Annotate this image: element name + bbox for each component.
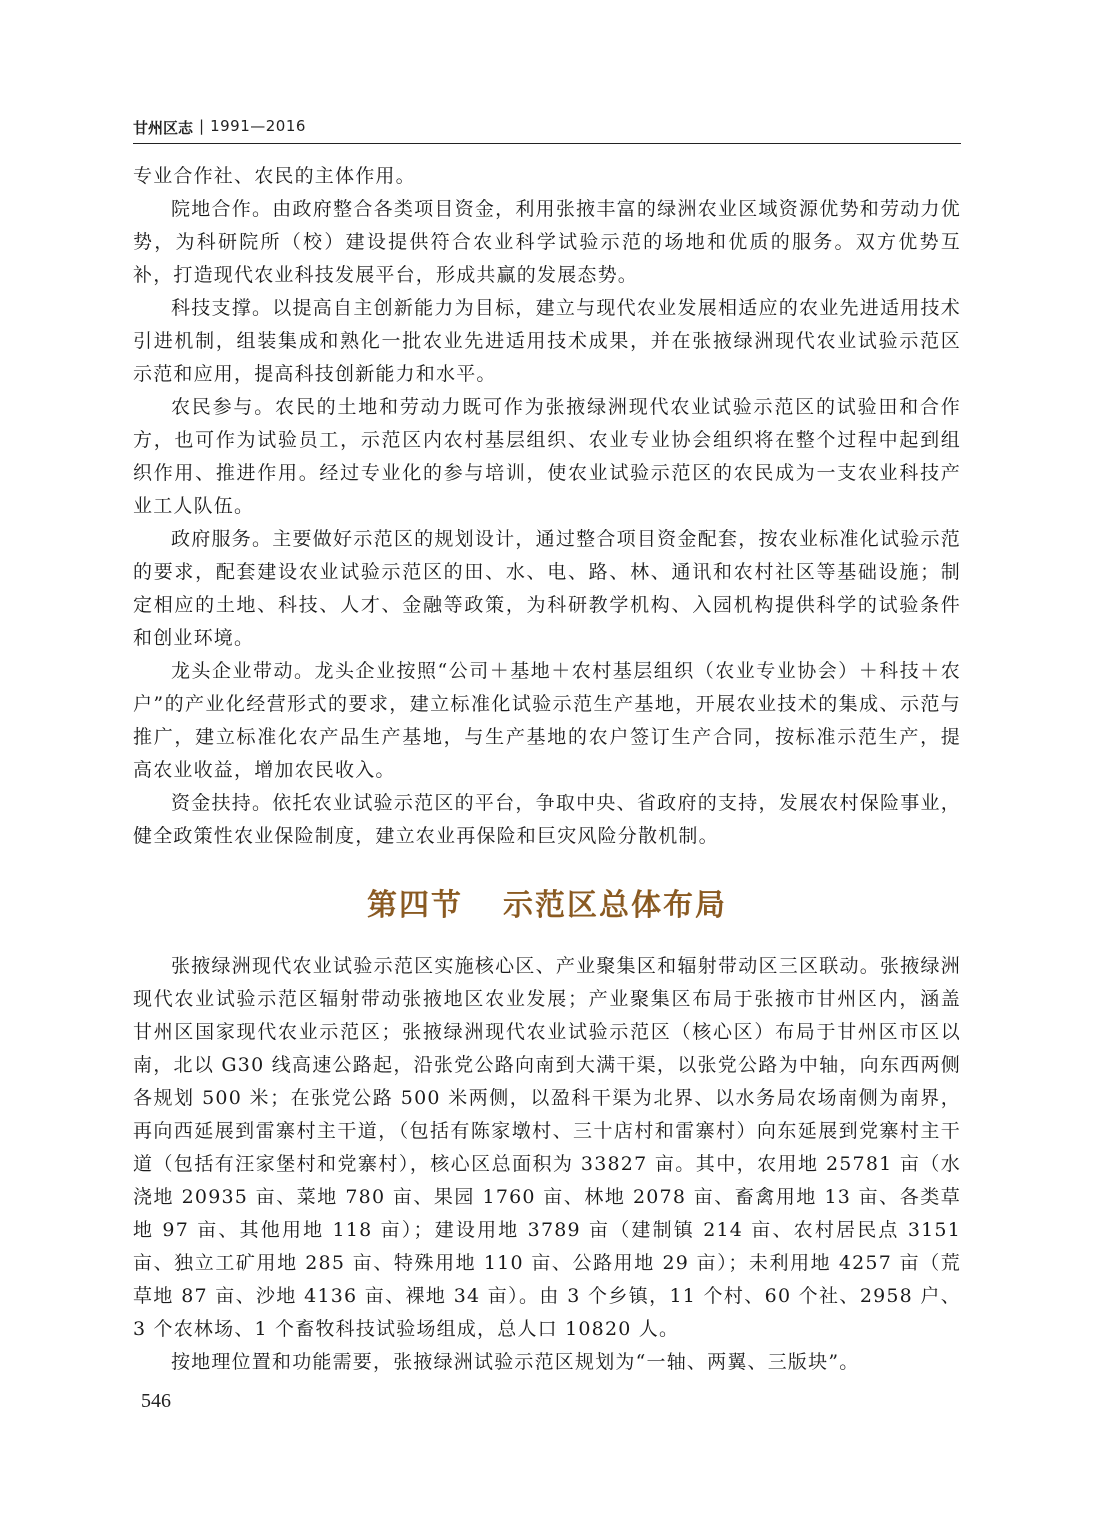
header-separator: | — [199, 117, 205, 135]
book-title: 甘州区志 — [133, 119, 194, 137]
paragraph: 专业合作社、农民的主体作用。 — [133, 165, 416, 187]
paragraph: 按地理位置和功能需要，张掖绿洲试验示范区规划为“一轴、两翼、三版块”。 — [171, 1351, 860, 1373]
section-title: 示范区总体布局 — [503, 888, 727, 923]
paragraph: 科技支撑。以提高自主创新能力为目标，建立与现代农业发展相适应的农业先进适用技术引进机制，组装集成和熟化一批农业先进适用技术成果，并在张掖绿洲现代农业试验示范区示范和应用，提高科技创新能力和水平。 — [133, 297, 961, 385]
paragraph: 院地合作。由政府整合各类项目资金，利用张掖丰富的绿洲农业区域资源优势和劳动力优势，为科研院所（校）建设提供符合农业科学试验示范的场地和优质的服务。双方优势互补，打造现代农业科技发展平台，形成共赢的发展态势。 — [133, 198, 961, 286]
section-heading — [133, 880, 961, 924]
body-text-bottom — [133, 950, 961, 1379]
paragraph: 政府服务。主要做好示范区的规划设计，通过整合项目资金配套，按农业标准化试验示范的要求，配套建设农业试验示范区的田、水、电、路、林、通讯和农村社区等基础设施；制定相应的土地、科技、人才、金融等政策，为科研教学机构、入园机构提供科学的试验条件和创业环境。 — [133, 528, 961, 649]
body-text-top — [133, 160, 961, 853]
section-number: 第四节 — [367, 888, 463, 923]
page-number: 546 — [141, 1390, 171, 1412]
paragraph: 张掖绿洲现代农业试验示范区实施核心区、产业聚集区和辐射带动区三区联动。张掖绿洲现代农业试验示范区辐射带动张掖地区农业发展；产业聚集区布局于张掖市甘州区内，涵盖甘州区国家现代农业示范区；张掖绿洲现代农业试验示范区（核心区）布局于甘州区市区以南，北以 G30 线高速公路起，沿张党公路向南到大满干渠，以张党公路为中轴，向东西两侧各规划 500 米；在张党公路 500 米两侧，以盈科干渠为北界、以水务局农场南侧为南界，再向西延展到雷寨村主干道，（包括有陈家墩村、三十店村和雷寨村）向东延展到党寨村主干道（包括有汪家堡村和党寨村），核心区总面积为 33827 亩。其中，农用地 25781 亩（水浇地 20935 亩、菜地 780 亩、果园 1760 亩、林地 2078 亩、畜禽用地 13 亩、各类草地 97 亩、其他用地 118 亩）；建设用地 3789 亩（建制镇 214 亩、农村居民点 3151 亩、独立工矿用地 285 亩、特殊用地 110 亩、公路用地 29 亩）；未利用地 4257 亩（荒草地 87 亩、沙地 4136 亩、裸地 34 亩）。由 3 个乡镇，11 个村、60 个社、2958 户、3 个农林场、1 个畜牧科技试验场组成，总人口 10820 人。 — [133, 955, 961, 1340]
running-header — [133, 117, 961, 144]
paragraph: 农民参与。农民的土地和劳动力既可作为张掖绿洲现代农业试验示范区的试验田和合作方，也可作为试验员工，示范区内农村基层组织、农业专业协会组织将在整个过程中起到组织作用、推进作用。经过专业化的参与培训，使农业试验示范区的农民成为一支农业科技产业工人队伍。 — [133, 396, 961, 517]
header-years: 1991—2016 — [210, 117, 306, 135]
paragraph: 龙头企业带动。龙头企业按照“公司＋基地＋农村基层组织（农业专业协会）＋科技＋农户”的产业化经营形式的要求，建立标准化试验示范生产基地，开展农业技术的集成、示范与推广，建立标准化农产品生产基地，与生产基地的农户签订生产合同，按标准示范生产，提高农业收益，增加农民收入。 — [133, 660, 961, 781]
paragraph: 资金扶持。依托农业试验示范区的平台，争取中央、省政府的支持，发展农村保险事业，健全政策性农业保险制度，建立农业再保险和巨灾风险分散机制。 — [133, 792, 961, 847]
